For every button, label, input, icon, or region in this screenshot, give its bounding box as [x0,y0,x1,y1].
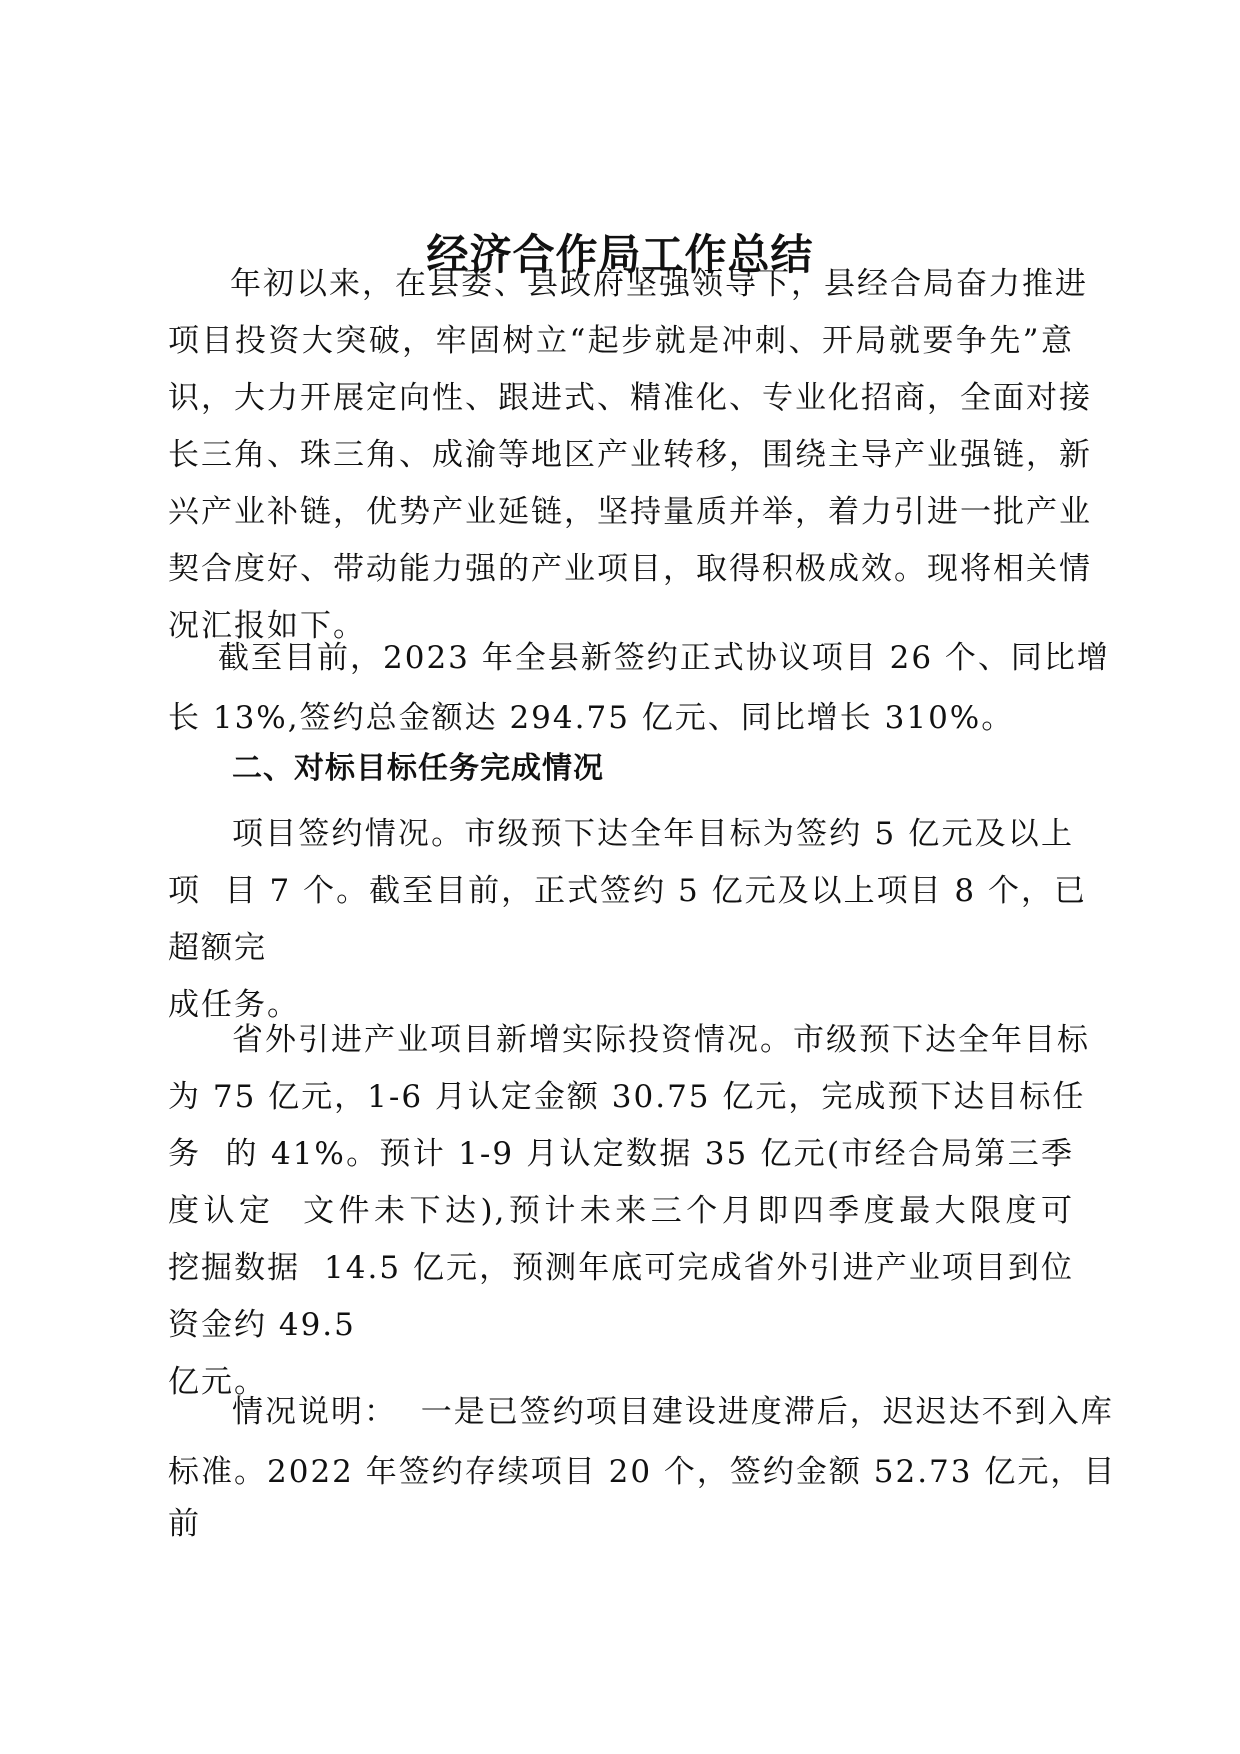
intro-line-6: 契合度好、带动能力强的产业项目，取得积极成效。现将相关情 [168,551,1092,587]
intro-line-4: 长三角、珠三角、成渝等地区产业转移，围绕主导产业强链，新 [168,437,1092,473]
section-heading: 二、对标目标任务完成情况 [232,751,604,786]
summary-paragraph [168,628,1110,748]
intro-line-7: 况汇报如下。 [168,608,366,644]
summary-line-2: 长 13%,签约总金额达 294.75 亿元、同比增长 310%。 [168,700,1015,736]
investment-line-7: 亿元。 [168,1364,267,1400]
explanation-line-1: 情况说明： 一是已签约项目建设进度滞后，迟迟达不到入库 [232,1394,1114,1430]
intro-line-2: 项目投资大突破，牢固树立“起步就是冲刺、开局就要争先”意 [168,323,1074,359]
intro-line-3: 识，大力开展定向性、跟进式、精准化、专业化招商，全面对接 [168,380,1092,416]
investment-line-5: 挖掘数据 14.5 亿元，预测年底可完成省外引进产业项目到位 [168,1250,1074,1286]
investment-line-4: 度认定 文件未下达),预计未来三个月即四季度最大限度可 [168,1193,1074,1229]
investment-line-1: 省外引进产业项目新增实际投资情况。市级预下达全年目标 [232,1022,1090,1058]
investment-line-6: 资金约 49.5 [168,1307,356,1343]
signing-line-1: 项目签约情况。市级预下达全年目标为签约 5 亿元及以上 [232,816,1074,852]
signing-line-2: 项 目 7 个。截至目前，正式签约 5 亿元及以上项目 8 个，已 [168,873,1087,909]
intro-line-5: 兴产业补链，优势产业延链，坚持量质并举，着力引进一批产业 [168,494,1092,530]
explanation-paragraph [168,1382,1117,1546]
signing-line-3: 超额完 [168,930,267,966]
investment-paragraph [168,1012,1090,1411]
explanation-line-3: 前 [168,1506,201,1542]
investment-line-2: 为 75 亿元，1-6 月认定金额 30.75 亿元，完成预下达目标任 [168,1079,1086,1115]
intro-paragraph [168,256,1092,655]
document-title: 经济合作局工作总结 [426,230,814,279]
summary-line-1: 截至目前，2023 年全县新签约正式协议项目 26 个、同比增 [218,640,1110,676]
investment-line-3: 务 的 41%。预计 1-9 月认定数据 35 亿元(市经合局第三季 [168,1136,1074,1172]
signing-paragraph [168,806,1087,1034]
intro-line-1: 年初以来，在县委、县政府坚强领导下，县经合局奋力推进 [230,266,1088,302]
signing-line-4: 成任务。 [168,987,300,1023]
explanation-line-2: 标准。2022 年签约存续项目 20 个，签约金额 52.73 亿元，目 [168,1454,1117,1490]
